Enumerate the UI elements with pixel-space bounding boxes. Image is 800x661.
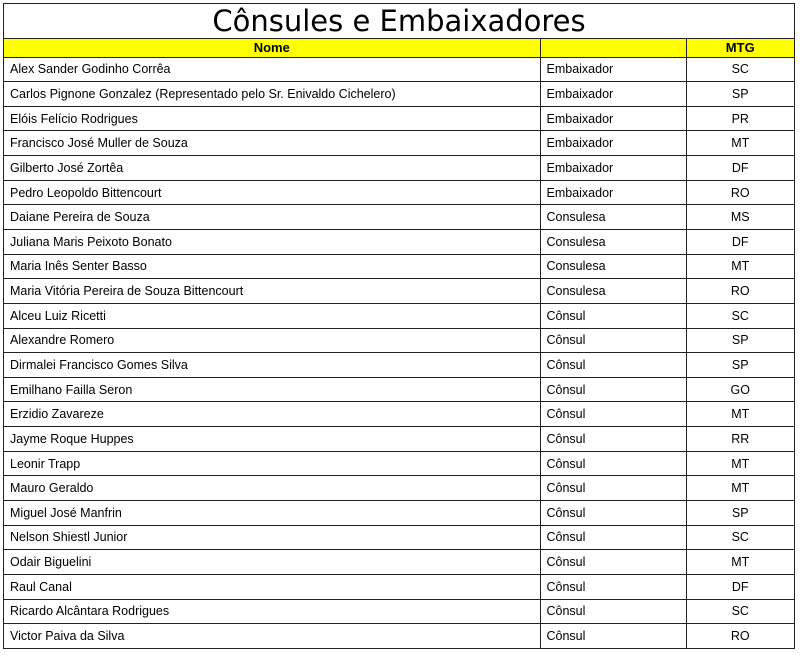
table-row [4, 377, 794, 402]
mtg-cell: SC [686, 599, 794, 624]
name-cell: Alexandre Romero [4, 328, 540, 353]
header-role [540, 39, 686, 57]
role-cell: Embaixador [540, 82, 686, 107]
role-cell: Cônsul [540, 599, 686, 624]
role-cell: Cônsul [540, 550, 686, 575]
mtg-cell: DF [686, 574, 794, 599]
name-cell: Juliana Maris Peixoto Bonato [4, 229, 540, 254]
mtg-cell: MT [686, 131, 794, 156]
table-row [4, 303, 794, 328]
table-row [4, 106, 794, 131]
members-table [4, 39, 794, 648]
table-row [4, 328, 794, 353]
table-row [4, 229, 794, 254]
mtg-cell: PR [686, 106, 794, 131]
name-cell: Victor Paiva da Silva [4, 624, 540, 649]
mtg-cell: MT [686, 254, 794, 279]
name-cell: Francisco José Muller de Souza [4, 131, 540, 156]
role-cell: Embaixador [540, 106, 686, 131]
name-cell: Emilhano Failla Seron [4, 377, 540, 402]
table-row [4, 624, 794, 649]
role-cell: Cônsul [540, 427, 686, 452]
table-row [4, 525, 794, 550]
mtg-cell: SC [686, 57, 794, 82]
mtg-cell: MT [686, 402, 794, 427]
table-row [4, 82, 794, 107]
mtg-cell: MS [686, 205, 794, 230]
name-cell: Jayme Roque Huppes [4, 427, 540, 452]
mtg-cell: RO [686, 279, 794, 304]
mtg-cell: MT [686, 550, 794, 575]
table-row [4, 205, 794, 230]
header-name: Nome [4, 39, 540, 57]
role-cell: Cônsul [540, 377, 686, 402]
table-row [4, 279, 794, 304]
table-row [4, 156, 794, 181]
mtg-cell: SP [686, 328, 794, 353]
name-cell: Nelson Shiestl Junior [4, 525, 540, 550]
mtg-cell: SC [686, 525, 794, 550]
role-cell: Cônsul [540, 328, 686, 353]
sheet-title: Cônsules e Embaixadores [4, 4, 794, 39]
name-cell: Mauro Geraldo [4, 476, 540, 501]
name-cell: Elóis Felício Rodrigues [4, 106, 540, 131]
mtg-cell: SP [686, 82, 794, 107]
role-cell: Consulesa [540, 229, 686, 254]
name-cell: Dirmalei Francisco Gomes Silva [4, 353, 540, 378]
table-row [4, 57, 794, 82]
name-cell: Maria Inês Senter Basso [4, 254, 540, 279]
name-cell: Daiane Pereira de Souza [4, 205, 540, 230]
table-row [4, 402, 794, 427]
table-row [4, 180, 794, 205]
name-cell: Alceu Luiz Ricetti [4, 303, 540, 328]
name-cell: Raul Canal [4, 574, 540, 599]
role-cell: Cônsul [540, 476, 686, 501]
header-mtg: MTG [686, 39, 794, 57]
table-row [4, 550, 794, 575]
name-cell: Carlos Pignone Gonzalez (Representado pelo Sr. Enivaldo Cichelero) [4, 82, 540, 107]
table-body [4, 57, 794, 648]
name-cell: Maria Vitória Pereira de Souza Bittencourt [4, 279, 540, 304]
mtg-cell: RR [686, 427, 794, 452]
role-cell: Cônsul [540, 501, 686, 526]
name-cell: Alex Sander Godinho Corrêa [4, 57, 540, 82]
table-row [4, 254, 794, 279]
table-row [4, 501, 794, 526]
mtg-cell: SP [686, 501, 794, 526]
mtg-cell: DF [686, 229, 794, 254]
table-row [4, 476, 794, 501]
mtg-cell: MT [686, 476, 794, 501]
role-cell: Consulesa [540, 279, 686, 304]
role-cell: Consulesa [540, 254, 686, 279]
role-cell: Embaixador [540, 180, 686, 205]
mtg-cell: RO [686, 624, 794, 649]
mtg-cell: RO [686, 180, 794, 205]
role-cell: Cônsul [540, 624, 686, 649]
name-cell: Odair Biguelini [4, 550, 540, 575]
role-cell: Cônsul [540, 574, 686, 599]
role-cell: Consulesa [540, 205, 686, 230]
table-header-row [4, 39, 794, 57]
role-cell: Cônsul [540, 303, 686, 328]
name-cell: Leonir Trapp [4, 451, 540, 476]
mtg-cell: GO [686, 377, 794, 402]
table-row [4, 131, 794, 156]
spreadsheet [3, 3, 795, 649]
table-row [4, 353, 794, 378]
name-cell: Erzidio Zavareze [4, 402, 540, 427]
name-cell: Ricardo Alcântara Rodrigues [4, 599, 540, 624]
mtg-cell: SC [686, 303, 794, 328]
mtg-cell: DF [686, 156, 794, 181]
role-cell: Cônsul [540, 451, 686, 476]
name-cell: Miguel José Manfrin [4, 501, 540, 526]
role-cell: Embaixador [540, 156, 686, 181]
role-cell: Cônsul [540, 353, 686, 378]
name-cell: Gilberto José Zortêa [4, 156, 540, 181]
mtg-cell: SP [686, 353, 794, 378]
role-cell: Cônsul [540, 525, 686, 550]
name-cell: Pedro Leopoldo Bittencourt [4, 180, 540, 205]
mtg-cell: MT [686, 451, 794, 476]
table-row [4, 574, 794, 599]
table-row [4, 599, 794, 624]
role-cell: Embaixador [540, 131, 686, 156]
table-row [4, 451, 794, 476]
role-cell: Embaixador [540, 57, 686, 82]
role-cell: Cônsul [540, 402, 686, 427]
table-row [4, 427, 794, 452]
